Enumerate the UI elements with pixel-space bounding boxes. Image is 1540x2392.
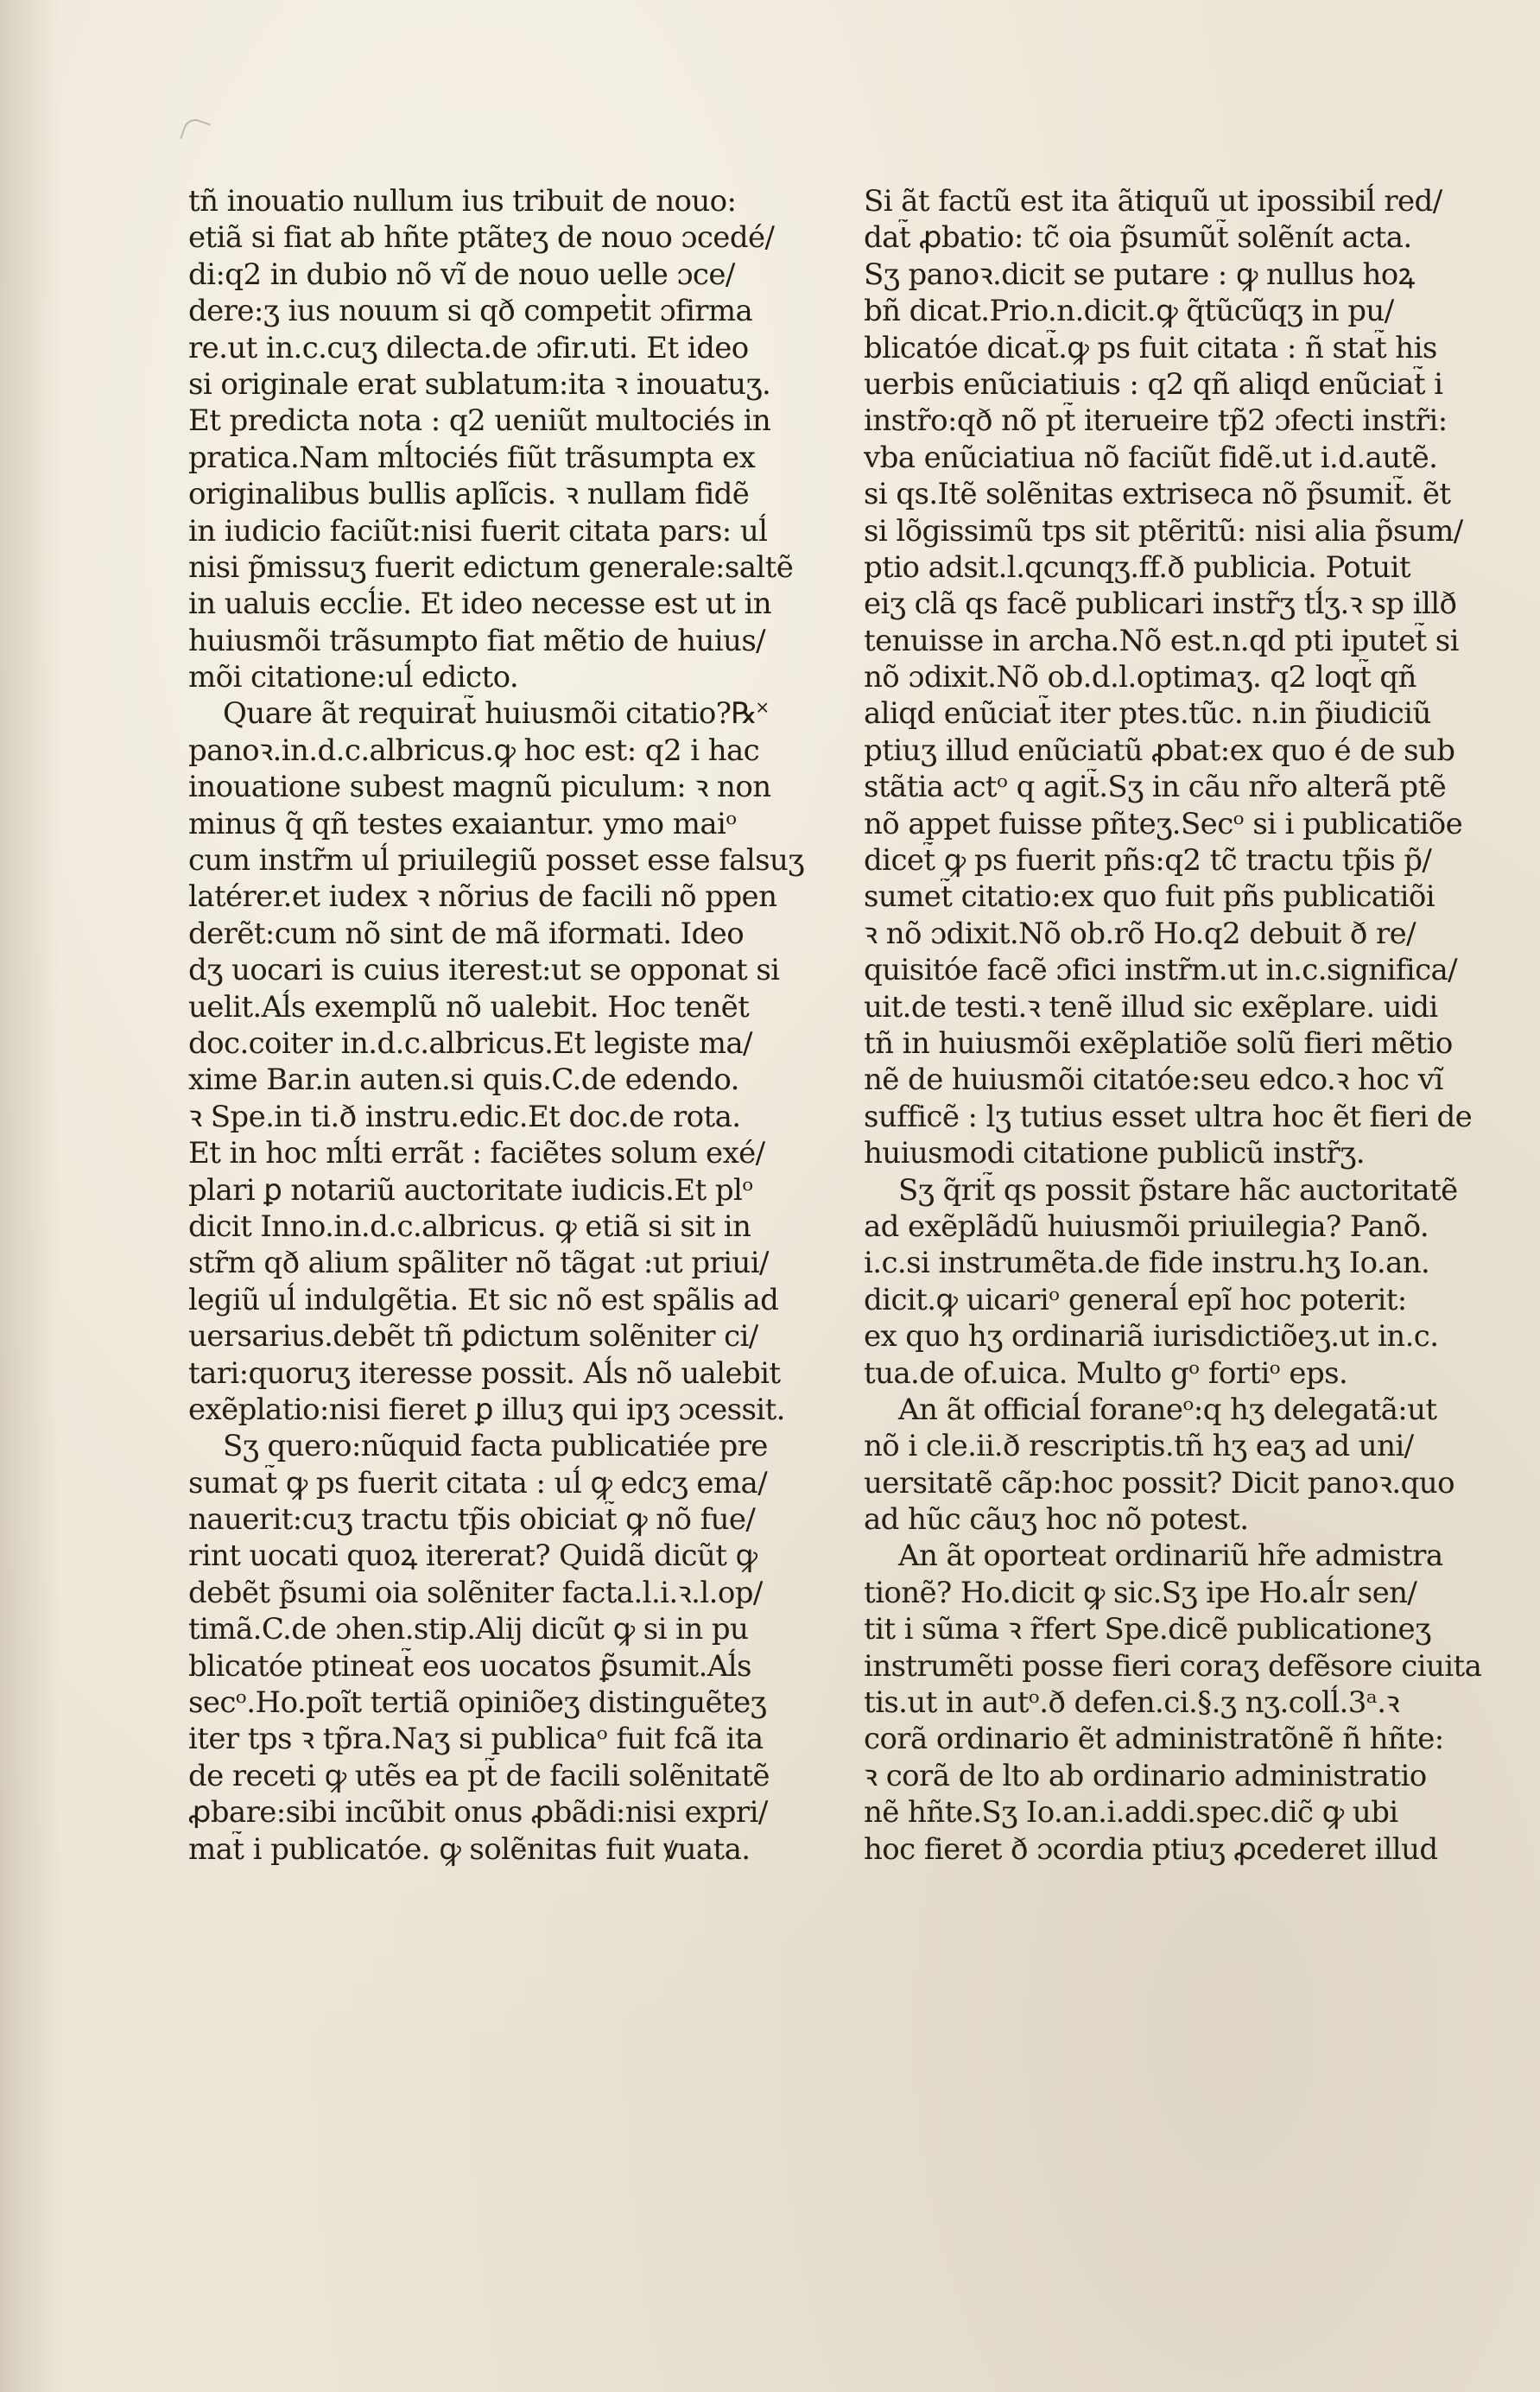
text-line: i.c.si instrumẽta.de fide instru.hʒ Io.an. bbox=[864, 1246, 1430, 1281]
text-line: ex quo hʒ ordinariã iurisdictiõeʒ.ut in.c. bbox=[864, 1319, 1439, 1355]
text-line: instrumẽti posse fieri coraʒ defẽsore ciuita bbox=[864, 1648, 1482, 1684]
text-line: Sʒ panoꝛ.dicit se putare : ꝙ nullus hoꝝ bbox=[864, 257, 1415, 292]
text-line: ad exẽplãdũ huiusmõi priuilegia? Panõ. bbox=[864, 1209, 1429, 1244]
text-line: derẽt:cum nõ sint de mã iformati. Ideo bbox=[188, 916, 745, 951]
text-line: mat̃ i publicatóe. ꝙ solẽnitas fuit ꝟuata. bbox=[188, 1831, 751, 1867]
text-line: tit i sũma ꝛ r̃fert Spe.dicẽ publicationeʒ bbox=[864, 1612, 1431, 1647]
text-line: originalibus bullis aplĩcis. ꝛ nullam fidẽ bbox=[188, 477, 750, 512]
text-line: si qs.Itẽ solẽnitas extriseca nõ p̃sumit̃. ẽt bbox=[864, 477, 1451, 512]
text-line: nauerit:cuʒ tractu tp̃is obiciat̃ ꝙ nõ fue/ bbox=[188, 1502, 756, 1538]
text-line: minus q̃ qñ testes exaiantur. ymo maiᵒ bbox=[188, 806, 737, 841]
text-line: etiã si fiat ab hñte ptãteʒ de nouo ɔcedé/ bbox=[188, 220, 775, 256]
text-line: secᵒ.Ho.poĩt tertiã opiniõeʒ distinguẽteʒ bbox=[188, 1685, 767, 1721]
page-gutter-shadow bbox=[0, 0, 60, 2392]
text-line: sumat̃ ꝙ ps fuerit citata : uĺ ꝙ edcʒ ema/ bbox=[188, 1465, 768, 1501]
text-line: sumet̃ citatio:ex quo fuit pñs publicatiõi bbox=[864, 879, 1435, 915]
text-line: plari ꝑ notariũ auctoritate iudicis.Et plᵒ bbox=[188, 1172, 753, 1208]
text-line: nõ i cle.ii.ð rescriptis.tñ hʒ eaʒ ad uni/ bbox=[864, 1429, 1414, 1464]
text-line: nõ appet fuisse pñteʒ.Secᵒ si i publicatiõe bbox=[864, 806, 1463, 841]
text-line: di:q2 in dubio nõ vĩ de nouo uelle ɔce/ bbox=[188, 257, 735, 292]
text-line: si lõgissimũ tps sit ptẽritũ: nisi alia p̃sum/ bbox=[864, 513, 1463, 549]
text-line: uit.de testi.ꝛ tenẽ illud sic exẽplare. uidi bbox=[864, 989, 1438, 1025]
text-line: dicet̃ ꝙ ps fuerit pñs:q2 tc̃ tractu tp̃is p̃/ bbox=[864, 843, 1432, 879]
text-line: uerbis enũciatiuis : q2 qñ aliqd enũciat̃ i bbox=[864, 366, 1443, 402]
text-line: debẽt p̃sumi oia solẽniter facta.l.i.ꝛ.l.op/ bbox=[188, 1575, 763, 1610]
text-line: Et predicta nota : q2 ueniũt multociés in bbox=[188, 403, 771, 439]
text-line: huiusmodi citatione publicũ instr̃ʒ. bbox=[864, 1136, 1365, 1171]
text-line: nisi p̃missuʒ fuerit edictum generale:saltẽ bbox=[188, 549, 794, 585]
text-line: vba enũciatiua nõ faciũt fidẽ.ut i.d.autẽ. bbox=[864, 440, 1438, 475]
text-line: ꝓbare:sibi incũbit onus ꝓbãdi:nisi expri/ bbox=[188, 1795, 768, 1830]
text-line: inouatione subest magnũ piculum: ꝛ non bbox=[188, 770, 771, 805]
text-line: ꝛ Spe.in ti.ð instru.edic.Et doc.de rota. bbox=[188, 1099, 741, 1134]
text-line: An ãt officiaĺ foraneᵒ:q hʒ delegatã:ut bbox=[898, 1392, 1437, 1427]
text-line: uersarius.debẽt tñ ꝑdictum solẽniter ci/ bbox=[188, 1319, 758, 1355]
text-line: rint uocati quoꝝ itererat? Quidã dicũt ꝙ bbox=[188, 1539, 757, 1574]
text-line: tenuisse in archa.Nõ est.n.qd pti iputet̃ si bbox=[864, 623, 1459, 658]
text-line: hoc fieret ð ɔcordia ptiuʒ ꝓcederet illud bbox=[864, 1831, 1438, 1867]
text-line: quisitóe facẽ ɔfici instr̃m.ut in.c.significa/ bbox=[864, 953, 1458, 988]
text-line: An ãt oporteat ordinariũ hr̃e admistra bbox=[898, 1539, 1443, 1574]
text-line: dat̃ ꝓbatio: tc̃ oia p̃sumũt̃ solẽnít acta. bbox=[864, 220, 1412, 256]
text-line: tis.ut in autᵒ.ð defen.ci.§.ʒ nʒ.colĺ.3ᵃ.ꝛ bbox=[864, 1685, 1400, 1721]
text-line: re.ut in.c.cuʒ dilecta.de ɔfir.uti. Et ideo bbox=[188, 330, 749, 365]
text-line: eiʒ clã qs facẽ publicari instr̃ʒ tĺʒ.ꝛ sp illð bbox=[864, 587, 1457, 622]
text-line: ptio adsit.l.qcunqʒ.ff.ð publicia. Potuit bbox=[864, 549, 1410, 585]
text-line: nẽ hñte.Sʒ Io.an.i.addi.spec.dic̃ ꝙ ubi bbox=[864, 1795, 1398, 1830]
text-line: corã ordinario ẽt administratõnẽ ñ hñte: bbox=[864, 1722, 1444, 1757]
text-line: nẽ de huiusmõi citatóe:seu edco.ꝛ hoc vĩ bbox=[864, 1063, 1443, 1098]
text-line: stãtia actᵒ q agit̃.Sʒ in cãu nr̃o alterã ptẽ bbox=[864, 770, 1447, 805]
text-line: exẽplatio:nisi fieret ꝑ illuʒ qui ipʒ ɔcessit. bbox=[188, 1392, 785, 1427]
left-text-column bbox=[188, 183, 826, 1868]
text-line: uersitatẽ cãp:hoc possit? Dicit panoꝛ.quo bbox=[864, 1465, 1454, 1501]
text-line: dʒ uocari is cuius iterest:ut se opponat si bbox=[188, 953, 780, 988]
text-line: Et in hoc mĺti errãt : faciẽtes solum exé/ bbox=[188, 1136, 765, 1171]
text-line: str̃m qð alium spãliter nõ tãgat :ut priui/ bbox=[188, 1246, 769, 1281]
text-line: Quare ãt requirat̃ huiusmõi citatio?℞˟ bbox=[223, 696, 768, 732]
text-line: de receti ꝙ utẽs ea pt̃ de facili solẽnitatẽ bbox=[188, 1758, 770, 1793]
text-line: dicit Inno.in.d.c.albricus. ꝙ etiã si sit in bbox=[188, 1209, 751, 1244]
text-line: ptiuʒ illud enũciatũ ꝓbat:ex quo é de sub bbox=[864, 733, 1455, 768]
text-line: blicatóe ptineat̃ eos uocatos ꝑ̃sumit.Aĺs bbox=[188, 1648, 751, 1684]
text-line: in ualuis eccĺie. Et ideo necesse est ut in bbox=[188, 587, 772, 622]
right-text-column bbox=[864, 183, 1494, 1868]
text-line: si originale erat sublatum:ita ꝛ inouatuʒ. bbox=[188, 366, 771, 402]
text-line: iter tps ꝛ tp̃ra.Naʒ si publicaᵒ fuit fcã ita bbox=[188, 1722, 764, 1757]
text-line: cum instr̃m uĺ priuilegiũ posset esse falsuʒ bbox=[188, 843, 804, 879]
text-line: tñ in huiusmõi exẽplatiõe solũ fieri mẽtio bbox=[864, 1025, 1453, 1061]
text-line: ad hũc cãuʒ hoc nõ potest. bbox=[864, 1502, 1249, 1538]
page-corner-mark bbox=[180, 116, 211, 147]
text-line: panoꝛ.in.d.c.albricus.ꝙ hoc est: q2 i hac bbox=[188, 733, 760, 768]
text-line: xime Bar.in auten.si quis.C.de edendo. bbox=[188, 1063, 739, 1098]
text-line: instr̃o:qð nõ pt̃ iterueire tp̃2 ɔfecti instr̃i: bbox=[864, 403, 1448, 439]
text-line: tionẽ? Ho.dicit ꝙ sic.Sʒ ipe Ho.aĺr sen/ bbox=[864, 1575, 1417, 1610]
text-line: sufficẽ : lʒ tutius esset ultra hoc ẽt fieri de bbox=[864, 1099, 1473, 1134]
text-line: mõi citatione:uĺ edicto. bbox=[188, 660, 519, 695]
text-line: Sʒ quero:nũquid facta publicatiée pre bbox=[223, 1429, 768, 1464]
text-line: blicatóe dicat̃.ꝙ ps fuit citata : ñ stat̃ his bbox=[864, 330, 1437, 365]
text-line: ꝛ corã de lto ab ordinario administratio bbox=[864, 1758, 1427, 1793]
text-line: huiusmõi trãsumpto fiat mẽtio de huius/ bbox=[188, 623, 766, 658]
text-line: tari:quoruʒ iteresse possit. Aĺs nõ ualebit bbox=[188, 1355, 781, 1391]
text-line: Si ãt factũ est ita ãtiquũ ut ipossibiĺ red/ bbox=[864, 184, 1442, 219]
text-line: nõ ɔdixit.Nõ ob.d.l.optimaʒ. q2 loqt̃ qñ bbox=[864, 660, 1416, 695]
text-line: uelit.Aĺs exemplũ nõ ualebit. Hoc tenẽt bbox=[188, 989, 750, 1025]
text-line: ꝛ nõ ɔdixit.Nõ ob.rõ Ho.q2 debuit ð re/ bbox=[864, 916, 1416, 951]
text-line: tua.de of.uica. Multo gᵒ fortiᵒ eps. bbox=[864, 1355, 1348, 1391]
text-line: tñ inouatio nullum ius tribuit de nouo: bbox=[188, 184, 737, 219]
text-line: doc.coiter in.d.c.albricus.Et legiste ma/ bbox=[188, 1025, 752, 1061]
text-line: bñ dicat.Prio.n.dicit.ꝙ q̃tũcũqʒ in pu/ bbox=[864, 294, 1394, 329]
text-line: aliqd enũciat̃ iter ptes.tũc. n.in p̃iudiciũ bbox=[864, 696, 1431, 732]
text-line: latérer.et iudex ꝛ nõrius de facili nõ ppen bbox=[188, 879, 777, 915]
text-line: in iudicio faciũt:nisi fuerit citata pars: uĺ bbox=[188, 513, 768, 549]
text-line: pratica.Nam mĺtociés fiũt trãsumpta ex bbox=[188, 440, 756, 475]
text-line: dere:ʒ ius nouum si qð compeṫit ɔfirma bbox=[188, 294, 753, 329]
text-line: legiũ uĺ indulgẽtia. Et sic nõ est spãlis ad bbox=[188, 1282, 779, 1317]
text-line: dicit.ꝙ uicariᵒ generaĺ epĩ hoc poterit: bbox=[864, 1282, 1407, 1317]
text-line: timã.C.de ɔhen.stip.Alij dicũt ꝙ si in pu bbox=[188, 1612, 749, 1647]
text-line: Sʒ q̃rit̃ qs possit p̃stare hãc auctoritatẽ bbox=[898, 1172, 1458, 1208]
